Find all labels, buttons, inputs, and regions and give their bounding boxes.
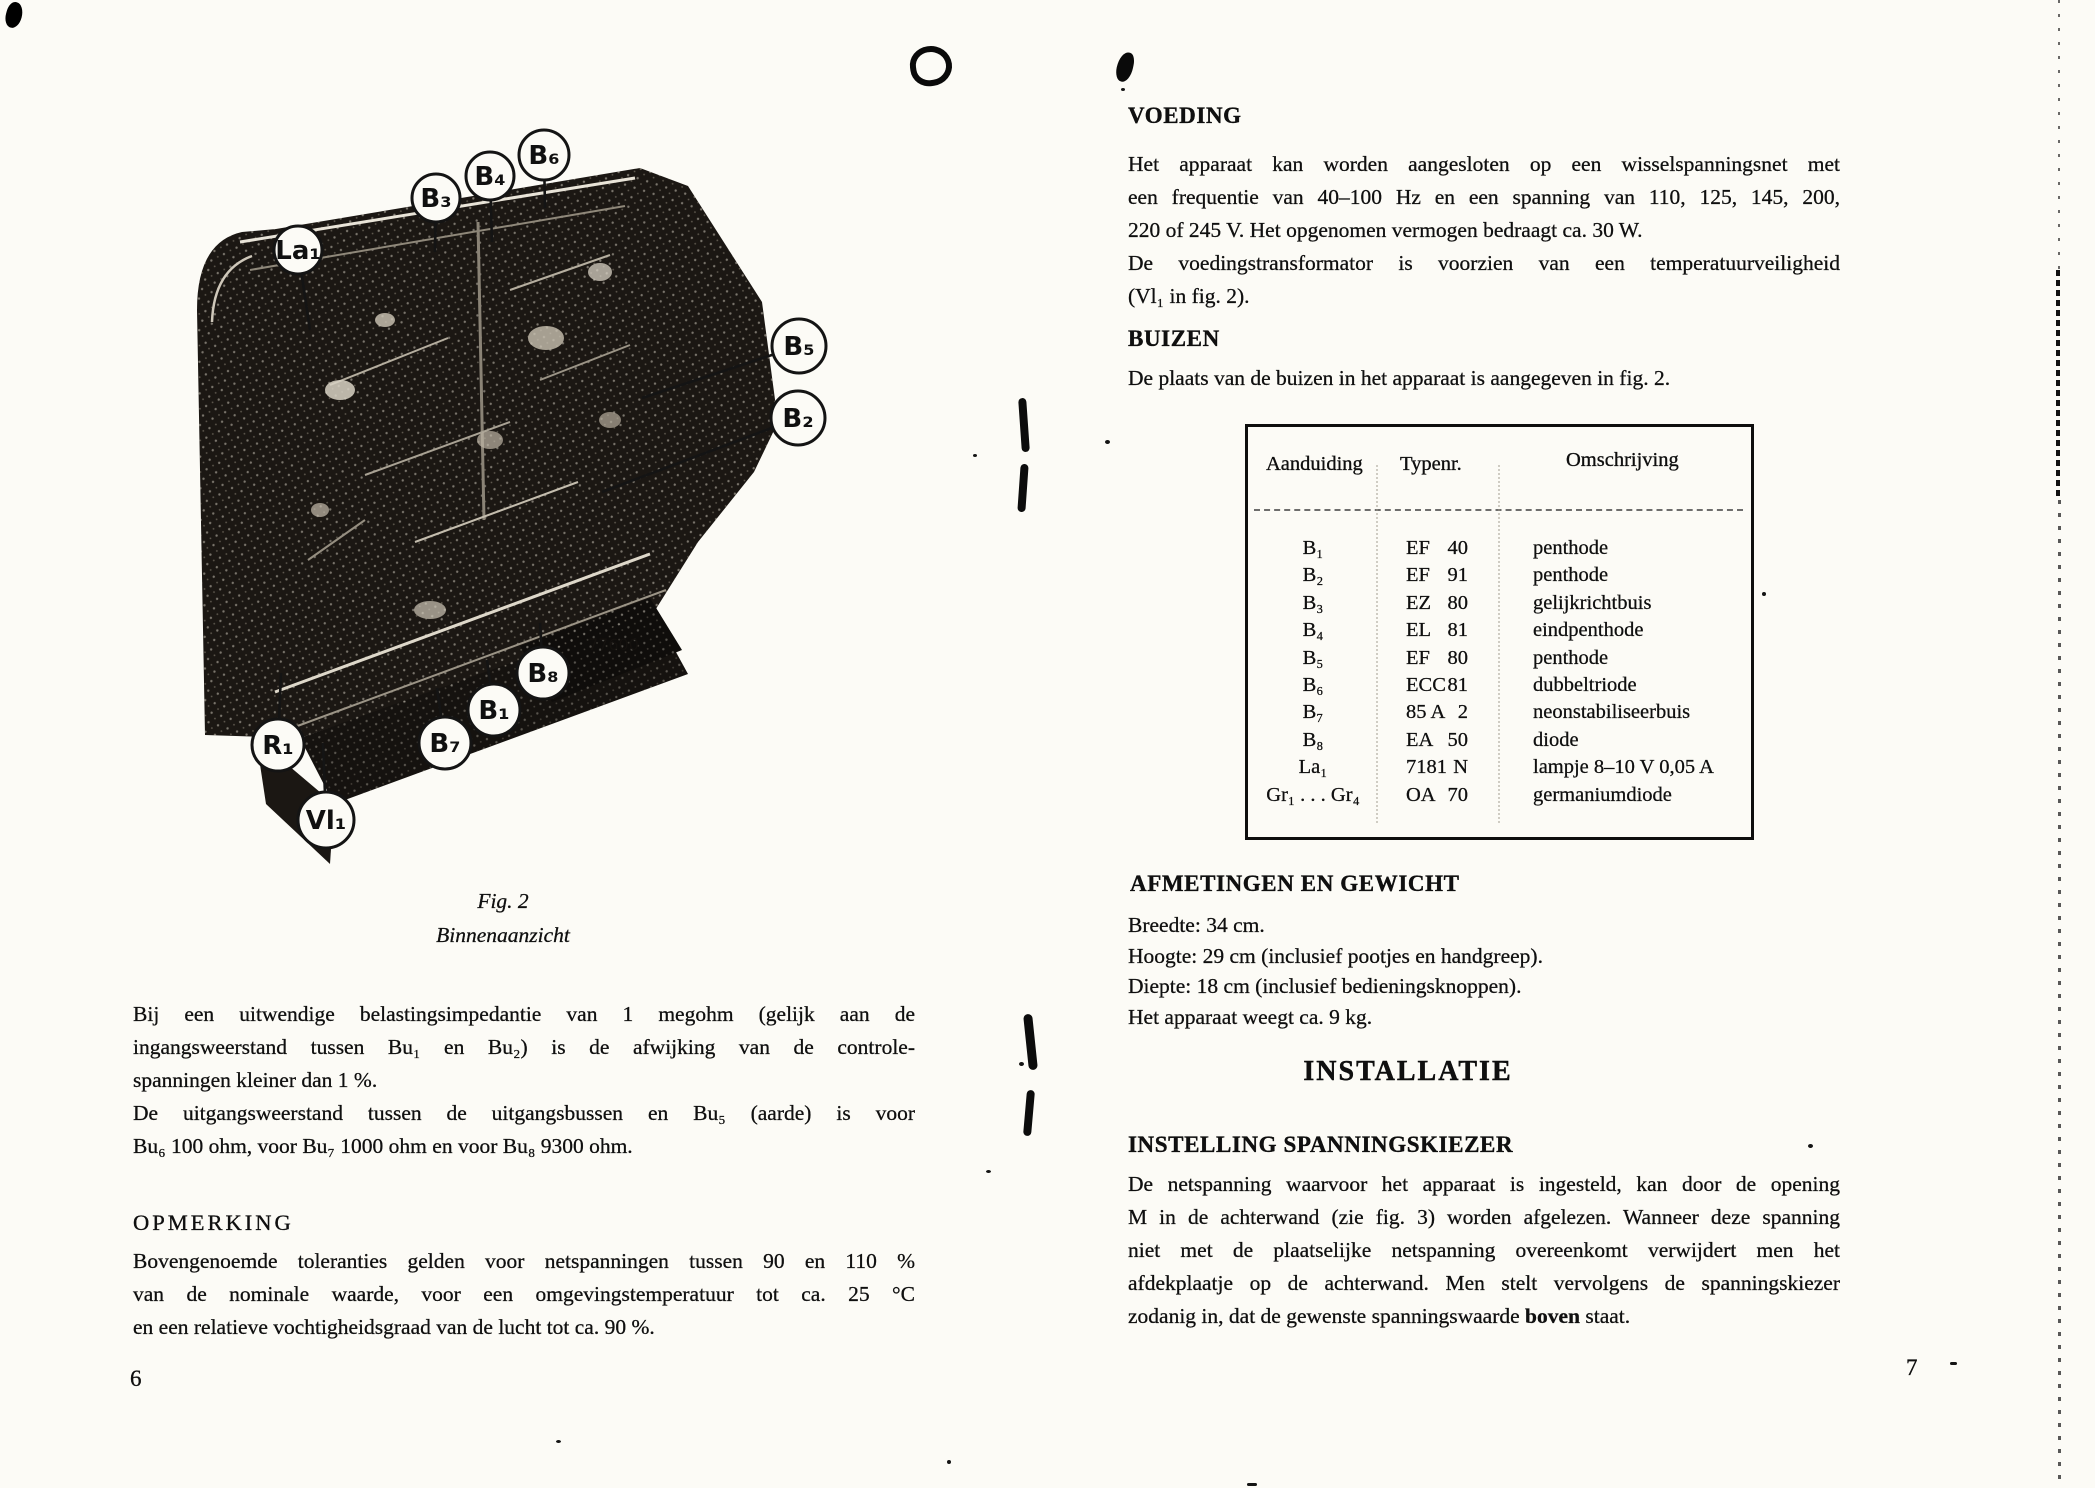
cell-aanduiding: B₁ (1302, 537, 1324, 559)
callout-label: R₁ (262, 731, 294, 761)
ink-speck (556, 1440, 561, 1443)
ink-speck (973, 454, 977, 457)
cell-omschrijving: lampje 8–10 V 0,05 A (1533, 756, 1714, 779)
opmerking-body (133, 1245, 915, 1344)
instelling-last-suffix: staat. (1580, 1304, 1631, 1328)
paragraph-uitgangsweerstand (133, 1097, 915, 1163)
pen-stroke-1 (1018, 398, 1030, 452)
cell-aanduiding: B₃ (1302, 591, 1324, 614)
text-line: Bij een uitwendige belastingsimpedantie van 1 megohm (gelijk aan de (133, 1002, 915, 1026)
figure-caption-number: Fig. 2 (477, 889, 529, 913)
instelling-paragraph (1128, 1168, 1840, 1300)
callout-label: B₄ (474, 162, 506, 192)
buizen-intro (1128, 362, 1840, 395)
scan-edge-artifact-top (2058, 0, 2060, 270)
cell-omschrijving: dubbeltriode (1533, 673, 1637, 696)
cell-aanduiding: B₄ (1302, 619, 1324, 642)
callout-label: B₃ (420, 184, 452, 214)
text-line: en een relatieve vochtigheidsgraad van de lucht tot ca. 90 %. (133, 1315, 655, 1339)
left-body-text (133, 998, 915, 1163)
instelling-heading: INSTELLING SPANNINGSKIEZER (1128, 1132, 1514, 1157)
cell-omschrijving: gelijkrichtbuis (1533, 591, 1652, 614)
cell-typenr: EZ 80 (1406, 591, 1468, 614)
installatie-heading: INSTALLATIE (1303, 1056, 1513, 1087)
cell-omschrijving: diode (1533, 728, 1579, 751)
scan-edge-artifact-bottom (2058, 500, 2061, 1488)
table-row (1248, 619, 1751, 646)
cell-omschrijving: penthode (1533, 537, 1609, 559)
text-line: een frequentie van 40–100 Hz en een spanning van 110, 125, 145, 200, (1128, 185, 1840, 209)
figure-part-number: 77600 (588, 635, 639, 654)
table-row (1248, 701, 1751, 728)
text-line: Bu₆ 100 ohm, voor Bu₇ 1000 ohm en voor Bu₈ 9300 ohm. (133, 1134, 633, 1158)
page-number-right: 7 (1906, 1355, 1918, 1380)
cell-aanduiding: Gr₁ . . . Gr₄ (1266, 783, 1360, 806)
table-row (1248, 564, 1751, 591)
text-line: De netspanning waarvoor het apparaat is ingesteld, kan door de opening (1128, 1172, 1840, 1196)
tube-table (1245, 424, 1754, 840)
text-line: 220 of 245 V. Het opgenomen vermogen bedraagt ca. 30 W. (1128, 218, 1643, 242)
text-line: (Vl₁ in fig. 2). (1128, 284, 1250, 308)
ink-speck (1019, 1062, 1024, 1066)
callout-leader-line (540, 623, 541, 647)
cell-typenr: EF 40 (1406, 537, 1468, 559)
buizen-heading: BUIZEN (1128, 326, 1220, 351)
text-line: niet met de plaatselijke netspanning overeenkomt verwijdert men het (1128, 1238, 1840, 1262)
callout-label: B₅ (783, 332, 815, 362)
text-line: Diepte: 18 cm (inclusief bedieningsknoppen). (1128, 974, 1522, 998)
page-number-left: 6 (130, 1366, 142, 1391)
instelling-bold-word: boven (1525, 1304, 1580, 1328)
ink-speck (1950, 1362, 1957, 1365)
ink-blot-top (1114, 51, 1136, 84)
text-line: De voedingstransformator is voorzien van een temperatuurveiligheid (1128, 251, 1840, 275)
cell-aanduiding: B₇ (1302, 701, 1324, 724)
text-line: Hoogte: 29 cm (inclusief pootjes en handgreep). (1128, 943, 1543, 968)
table-row (1248, 674, 1751, 701)
text-line: ingangsweerstand tussen Bu₁ en Bu₂) is de afwijking van de controle- (133, 1035, 915, 1059)
pen-stroke-4 (1023, 1090, 1035, 1137)
cell-typenr: EF 80 (1406, 646, 1468, 669)
instelling-body (1128, 1168, 1840, 1333)
scan-edge-artifact-mid (2056, 270, 2060, 500)
paragraph-impedantie (133, 998, 915, 1097)
cell-aanduiding: B₅ (1302, 646, 1324, 669)
text-line: Bovengenoemde toleranties gelden voor netspanningen tussen 90 en 110 % (133, 1249, 915, 1273)
cell-omschrijving: penthode (1533, 646, 1609, 669)
ink-speck (986, 1170, 991, 1173)
corner-ink-blot (3, 0, 25, 29)
figure-caption (348, 884, 658, 952)
voeding-heading: VOEDING (1128, 103, 1242, 128)
cell-typenr: EL 81 (1406, 619, 1468, 642)
callout-label: B₁ (478, 696, 510, 726)
table-header-aanduiding: Aanduiding (1266, 453, 1363, 475)
callout-leader-line (435, 222, 436, 252)
text-line: Breedte: 34 cm. (1128, 913, 1265, 937)
cell-aanduiding: La₁ (1298, 756, 1328, 779)
text-line: spanningen kleiner dan 1 %. (133, 1068, 378, 1092)
cell-aanduiding: B₆ (1302, 673, 1324, 696)
instelling-last-line (1128, 1300, 1840, 1333)
ink-speck (947, 1460, 951, 1464)
cell-aanduiding: B₂ (1302, 564, 1324, 587)
table-header-typenr: Typenr. (1400, 453, 1462, 475)
cell-omschrijving: germaniumdiode (1533, 783, 1672, 806)
cell-omschrijving: eindpenthode (1533, 619, 1644, 642)
table-row (1248, 756, 1751, 783)
pen-stroke-2 (1017, 464, 1028, 512)
cell-typenr: ECC 81 (1406, 673, 1468, 696)
text-line: afdekplaatje op de achterwand. Men stelt vervolgens de spanningskiezer (1128, 1271, 1840, 1295)
pen-stroke-3 (1023, 1014, 1038, 1071)
text-line: Het apparaat kan worden aangesloten op een wisselspanningsnet met (1128, 152, 1840, 176)
ink-speck (1762, 592, 1766, 596)
callout-label: B₂ (782, 404, 814, 434)
text-line: van de nominale waarde, voor een omgevingstemperatuur tot ca. 25 °C (133, 1282, 915, 1306)
text-line: Het apparaat weegt ca. 9 kg. (1128, 1004, 1373, 1029)
ink-speck (1105, 440, 1110, 444)
opmerking-heading: OPMERKING (133, 1210, 294, 1235)
voeding-paragraph-1 (1128, 148, 1840, 247)
hole-punch-mark (907, 43, 954, 88)
table-row (1248, 647, 1751, 674)
cell-typenr: 7181 N (1406, 756, 1468, 779)
table-row (1248, 784, 1751, 811)
tube-table-rows (1248, 537, 1751, 811)
callout-label: Vl₁ (305, 806, 347, 836)
voeding-paragraph-2 (1128, 247, 1840, 313)
callout-leader-line (491, 200, 492, 242)
text-line: De uitgangsweerstand tussen de uitgangsbussen en Bu₅ (aarde) is voor (133, 1101, 915, 1125)
cell-typenr: EF 91 (1406, 564, 1468, 587)
table-row (1248, 592, 1751, 619)
cell-typenr: EA 50 (1406, 728, 1468, 751)
voeding-body (1128, 148, 1840, 313)
instelling-last-prefix: zodanig in, dat de gewenste spanningswaarde (1128, 1304, 1526, 1328)
afmetingen-body (1128, 910, 1840, 1032)
cell-typenr: 85 A 2 (1406, 701, 1468, 724)
ink-speck (1247, 1483, 1257, 1486)
ink-speck (1808, 1144, 1813, 1148)
figure-binnenaanzicht (180, 90, 880, 890)
callout-label: La₁ (275, 236, 321, 266)
cell-typenr: OA 70 (1406, 783, 1468, 806)
text-line: De plaats van de buizen in het apparaat is aangegeven in fig. 2. (1128, 366, 1671, 390)
table-header-omschrijving: Omschrijving (1566, 449, 1679, 471)
cell-aanduiding: B₈ (1302, 728, 1324, 751)
callout-label: B₈ (527, 659, 559, 689)
callout-leader-line (544, 180, 545, 208)
table-row (1248, 537, 1751, 564)
afmetingen-heading: AFMETINGEN EN GEWICHT (1130, 871, 1460, 896)
table-row (1248, 729, 1751, 756)
cell-omschrijving: penthode (1533, 564, 1609, 587)
text-line: M in de achterwand (zie fig. 3) worden afgelezen. Wanneer deze spanning (1128, 1205, 1840, 1229)
figure-caption-title: Binnenaanzicht (436, 923, 570, 947)
ink-speck (1121, 88, 1125, 91)
callout-label: B₇ (429, 729, 461, 759)
cell-omschrijving: neonstabiliseerbuis (1533, 701, 1691, 724)
callout-label: B₆ (528, 141, 560, 171)
